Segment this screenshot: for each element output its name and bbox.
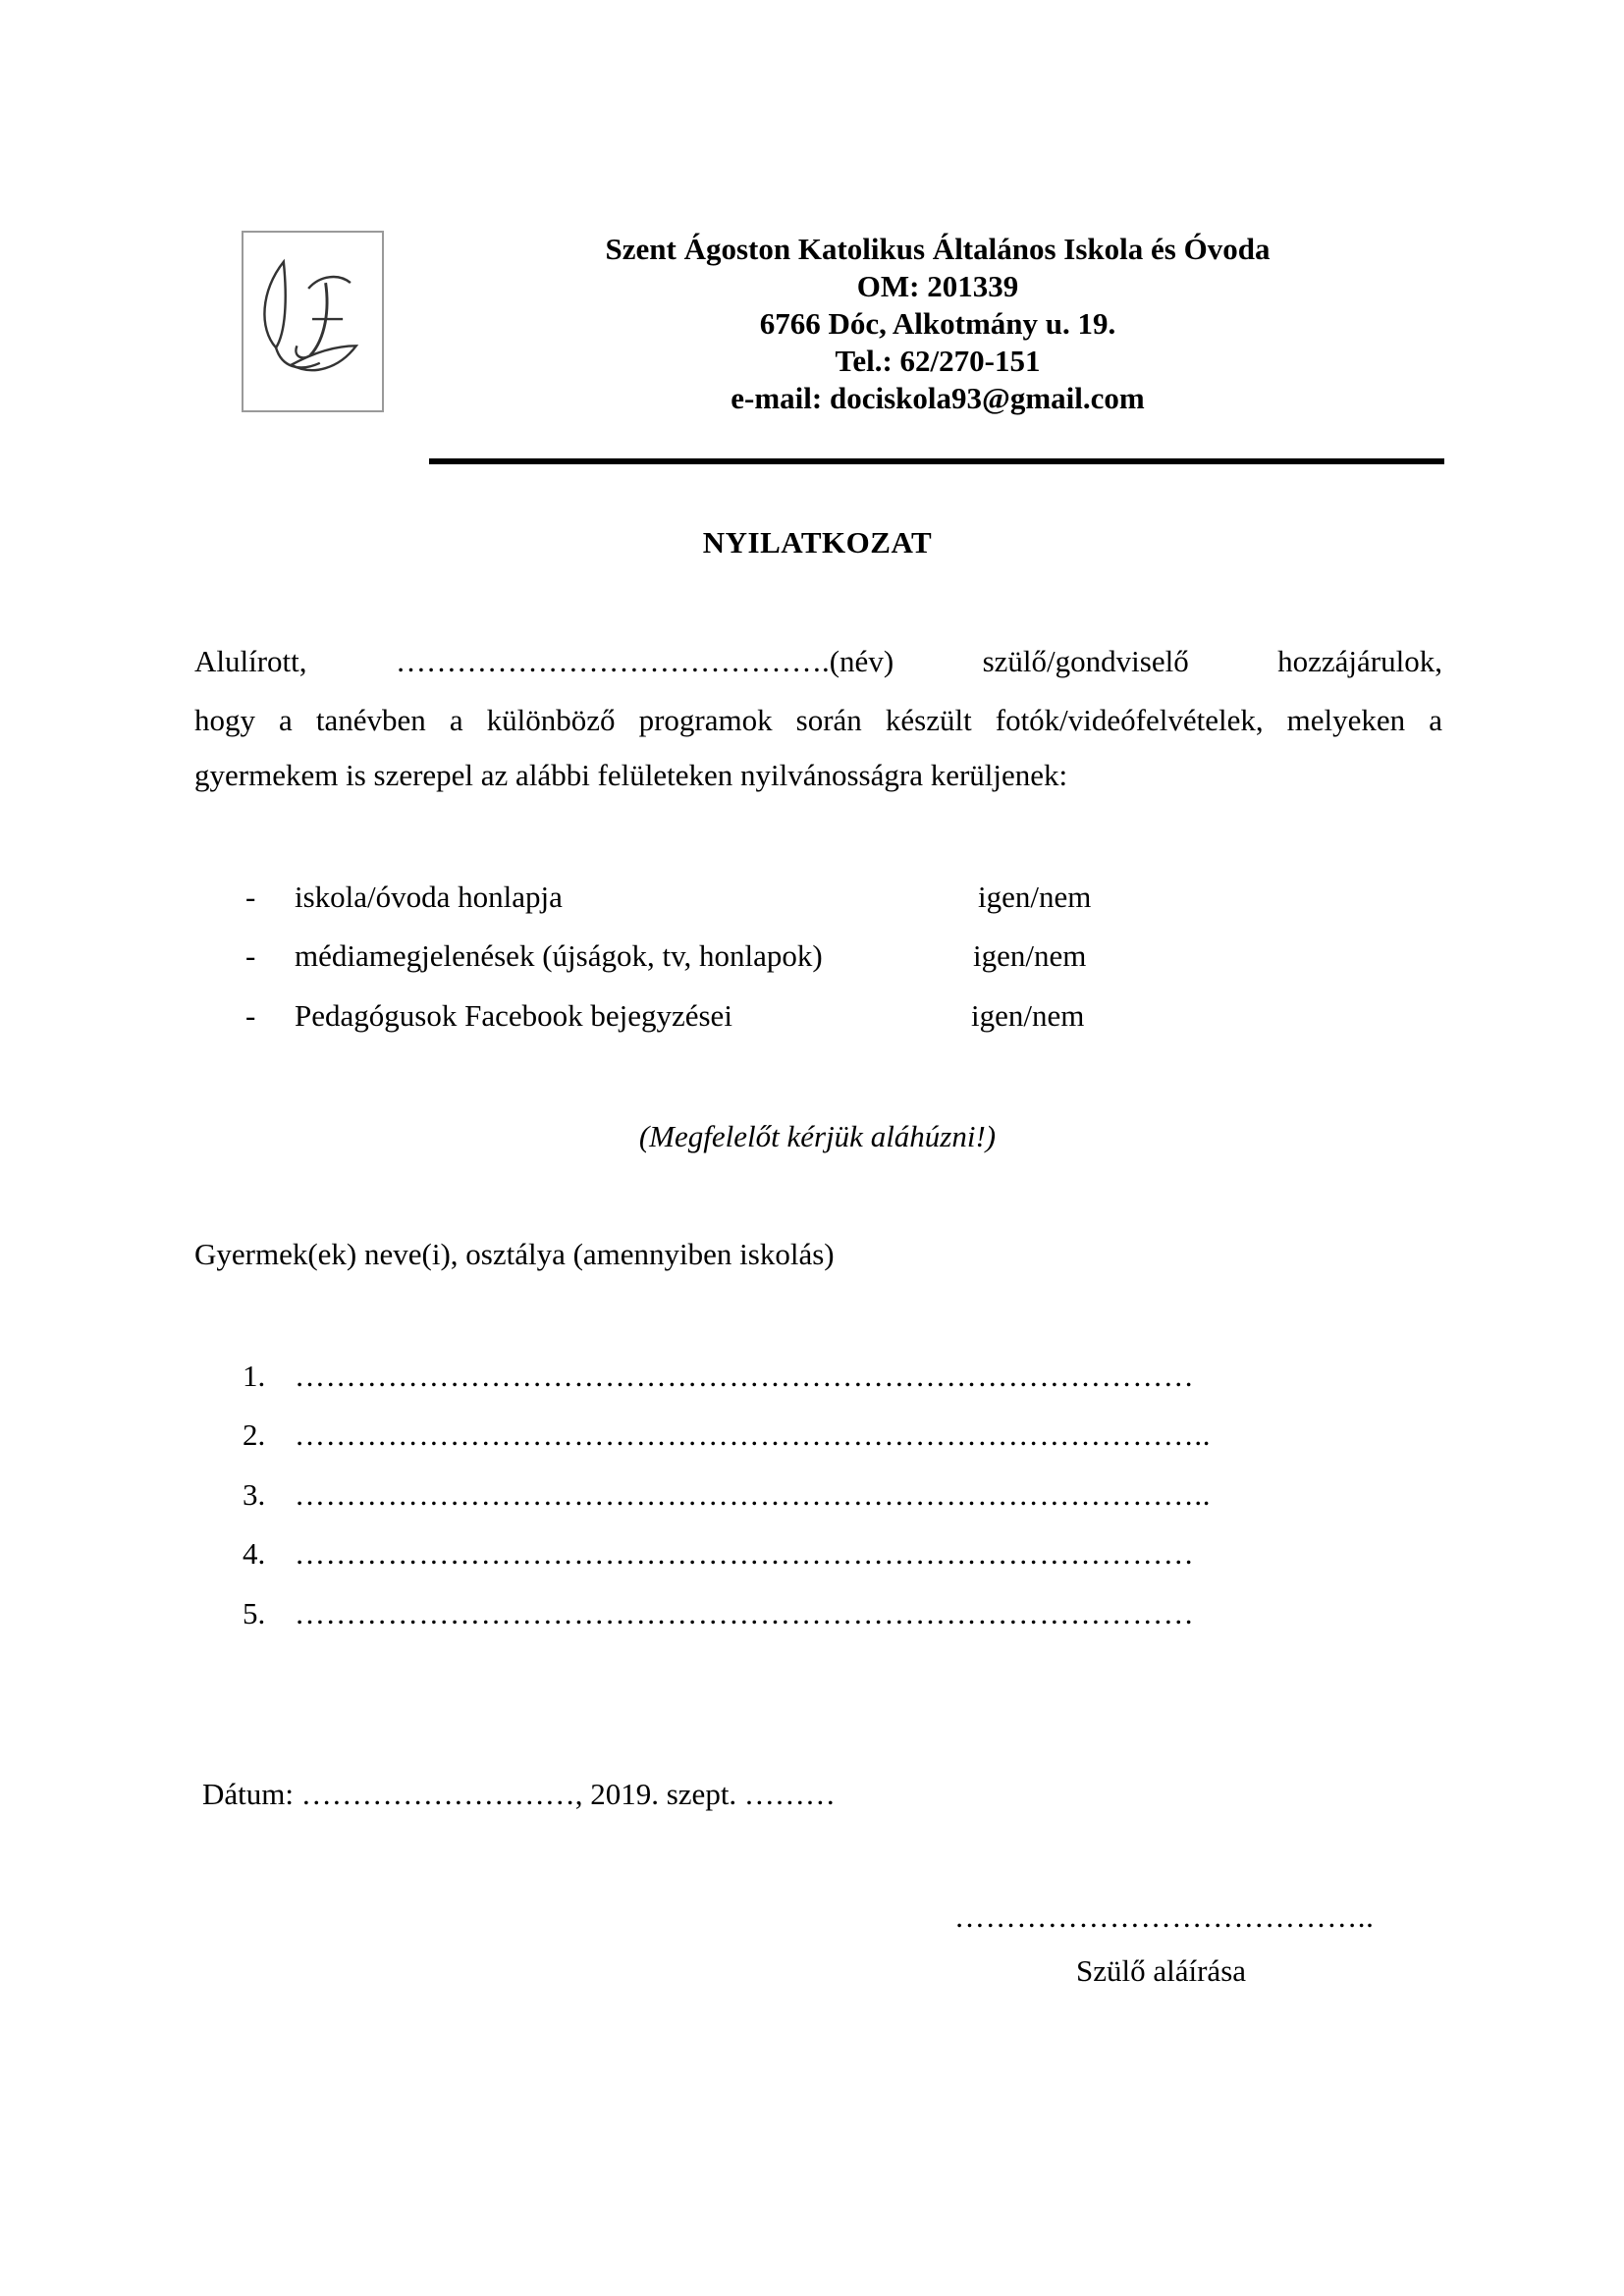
option-choice-media[interactable]: igen/nem — [973, 938, 1087, 973]
school-name: Szent Ágoston Katolikus Általános Iskola és Óvoda — [605, 232, 1271, 266]
child-name-field[interactable]: …………………………………………………………………………… — [295, 1536, 1195, 1571]
option-dash: - — [245, 998, 256, 1033]
option-choice-facebook[interactable]: igen/nem — [971, 998, 1085, 1033]
children-heading: Gyermek(ek) neve(i), osztálya (amennyiben iskolás) — [194, 1237, 835, 1271]
intro-line-3: gyermekem is szerepel az alábbi felületeken nyilvánosságra kerüljenek: — [194, 758, 1068, 792]
child-name-field[interactable]: …………………………………………………………………………… — [295, 1596, 1195, 1630]
school-header — [550, 231, 1326, 417]
child-line-number: 5. — [243, 1596, 266, 1630]
child-line-number: 1. — [243, 1359, 266, 1393]
school-logo — [242, 231, 384, 412]
school-address: 6766 Dóc, Alkotmány u. 19. — [759, 306, 1116, 341]
document-title: NYILATKOZAT — [702, 525, 933, 560]
signature-label: Szülő aláírása — [1076, 1953, 1247, 1988]
signature-field[interactable]: ………………………………….. — [954, 1899, 1375, 1934]
child-line-number: 2. — [243, 1417, 266, 1452]
option-label-facebook: Pedagógusok Facebook bejegyzései — [295, 998, 732, 1033]
school-om: OM: 201339 — [856, 269, 1019, 303]
leaf-monogram-icon — [244, 233, 382, 410]
underline-hint: (Megfelelőt kérjük aláhúzni!) — [638, 1119, 997, 1153]
option-choice-website[interactable]: igen/nem — [978, 880, 1092, 914]
school-email: e-mail: dociskola93@gmail.com — [731, 381, 1145, 415]
child-name-field[interactable]: …………………………………………………………………………….. — [295, 1417, 1212, 1452]
option-label-media: médiamegjelenések (újságok, tv, honlapok) — [295, 938, 823, 973]
date-line[interactable]: Dátum: ………………………, 2019. szept. ……… — [202, 1777, 836, 1811]
school-phone: Tel.: 62/270-151 — [835, 344, 1041, 378]
header-divider — [429, 458, 1444, 464]
intro-line-2: hogy a tanévben a különböző programok során készült fotók/videófelvételek, melyeken a — [194, 703, 1442, 737]
child-line-number: 3. — [243, 1477, 266, 1512]
child-name-field[interactable]: …………………………………………………………………………….. — [295, 1477, 1212, 1512]
intro-line-1: Alulírott, …………………………………….(név) szülő/gondviselő hozzájárulok, — [194, 644, 1442, 678]
child-name-field[interactable]: …………………………………………………………………………… — [295, 1359, 1195, 1393]
child-line-number: 4. — [243, 1536, 266, 1571]
option-label-website: iskola/óvoda honlapja — [295, 880, 563, 914]
option-dash: - — [245, 880, 256, 914]
option-dash: - — [245, 938, 256, 973]
